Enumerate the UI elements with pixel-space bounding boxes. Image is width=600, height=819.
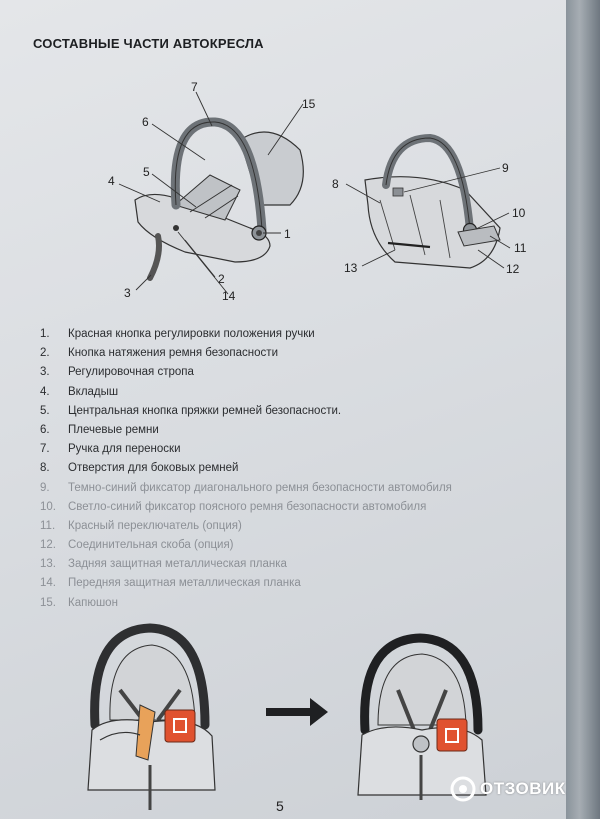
callout-6: 6 bbox=[142, 115, 149, 129]
arrow-icon bbox=[266, 698, 328, 726]
parts-list bbox=[40, 325, 452, 613]
list-item: 10. Светло-синий фиксатор поясного ремня безопасности автомобиля bbox=[40, 500, 427, 513]
list-item: 6. Плечевые ремни bbox=[40, 423, 159, 436]
list-item: 15. Капюшон bbox=[40, 596, 118, 609]
callout-9: 9 bbox=[502, 161, 509, 175]
adjust-strap bbox=[150, 236, 159, 278]
callout-12: 12 bbox=[506, 262, 520, 276]
callout-7: 7 bbox=[191, 80, 198, 94]
callout-4: 4 bbox=[108, 174, 115, 188]
list-item: 1. Красная кнопка регулировки положения ручки bbox=[40, 328, 315, 340]
list-item: 4. Вкладыш bbox=[40, 385, 119, 398]
list-item: 7. Ручка для переноски bbox=[40, 443, 181, 456]
callout-2: 2 bbox=[218, 272, 225, 286]
callout-11: 11 bbox=[514, 241, 527, 255]
callout-8: 8 bbox=[332, 177, 339, 191]
list-item: 12. Соединительная скоба (опция) bbox=[40, 539, 234, 552]
left-red-badge bbox=[165, 710, 195, 742]
page-title: СОСТАВНЫЕ ЧАСТИ АВТОКРЕСЛА bbox=[33, 36, 264, 51]
callout-5: 5 bbox=[143, 165, 150, 179]
list-item: 5. Центральная кнопка пряжки ремней безопасности. bbox=[40, 404, 342, 417]
watermark bbox=[450, 776, 566, 802]
car-seat-parts-diagram bbox=[0, 0, 566, 320]
callout-13: 13 bbox=[344, 261, 358, 275]
callout-1: 1 bbox=[284, 227, 291, 241]
callout-3: 3 bbox=[124, 286, 131, 300]
page-number: 5 bbox=[276, 798, 284, 814]
list-item: 11. Красный переключатель (опция) bbox=[40, 519, 242, 532]
list-item: 8. Отверстия для боковых ремней bbox=[40, 462, 239, 475]
otzovik-logo-icon bbox=[450, 776, 476, 802]
list-item: 9. Темно-синий фиксатор диагонального ремня безопасности автомобиля bbox=[40, 481, 452, 494]
callout-15: 15 bbox=[302, 97, 316, 111]
callout-14: 14 bbox=[222, 289, 236, 303]
list-item: 3. Регулировочная стропа bbox=[40, 366, 194, 379]
list-item: 13. Задняя защитная металлическая планка bbox=[40, 558, 287, 571]
right-red-badge bbox=[437, 719, 467, 751]
watermark-text: ОТЗОВИК bbox=[480, 779, 566, 798]
callout-10: 10 bbox=[512, 206, 526, 220]
book-edge bbox=[566, 0, 600, 819]
list-item: 2. Кнопка натяжения ремня безопасности bbox=[40, 347, 278, 360]
list-item: 14. Передняя защитная металлическая планка bbox=[40, 577, 301, 590]
